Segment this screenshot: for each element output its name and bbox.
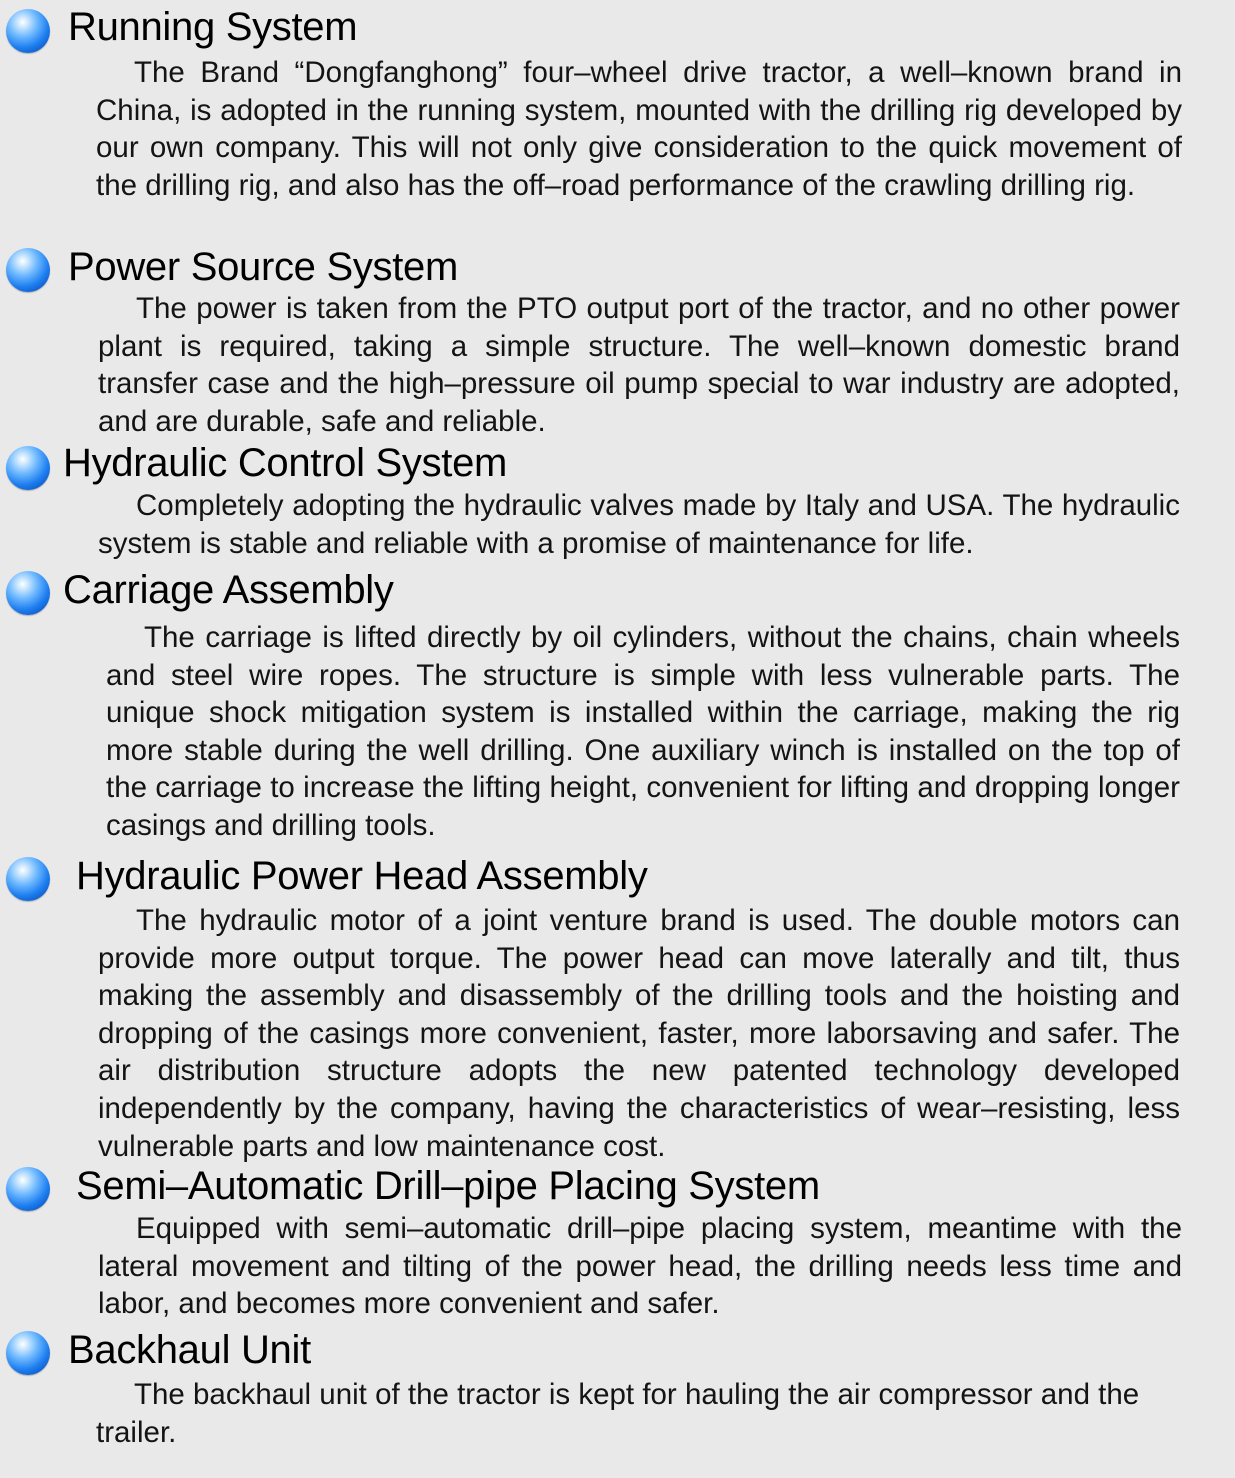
section-body: The power is taken from the PTO output port of the tractor, and no other power plant is required, taking a simple structure. The well–known domestic brand transfer case and the high–pressure oil pump special to war industry are adopted, and are durable, safe and reliable.	[98, 292, 1180, 438]
section-title: Power Source System	[68, 245, 459, 289]
blue-sphere-bullet-icon	[6, 446, 50, 490]
section-title: Semi–Automatic Drill–pipe Placing System	[76, 1164, 820, 1208]
section-body: Completely adopting the hydraulic valves made by Italy and USA. The hydraulic system is stable and reliable with a promise of maintenance for life.	[98, 489, 1180, 560]
blue-sphere-bullet-icon	[6, 248, 50, 292]
blue-sphere-bullet-icon	[6, 571, 50, 615]
blue-sphere-bullet-icon	[6, 9, 50, 53]
section-title: Carriage Assembly	[63, 568, 394, 612]
section-title: Hydraulic Power Head Assembly	[76, 854, 648, 898]
section-title: Backhaul Unit	[68, 1328, 311, 1372]
section-body: The hydraulic motor of a joint venture brand is used. The double motors can provide more output torque. The power head can move laterally and tilt, thus making the assembly and disassembly of the drilling tools and the hoisting and dropping of the casings more convenient, faster, more laborsaving and safer. The air distribution structure adopts the new patented technology developed independently by the company, having the characteristics of wear–resisting, less vulnerable parts and low maintenance cost.	[98, 904, 1180, 1163]
section-title: Running System	[68, 5, 358, 49]
blue-sphere-bullet-icon	[6, 857, 50, 901]
section-body: Equipped with semi–automatic drill–pipe placing system, meantime with the lateral movement and tilting of the power head, the drilling needs less time and labor, and becomes more convenient and safer.	[98, 1212, 1182, 1321]
section-body: The Brand “Dongfanghong” four–wheel drive tractor, a well–known brand in China, is adopted in the running system, mounted with the drilling rig developed by our own company. This will not only give consideration to the quick movement of the drilling rig, and also has the off–road performance of the crawling drilling rig.	[96, 56, 1182, 202]
section-body: The backhaul unit of the tractor is kept for hauling the air compressor and the trailer.	[96, 1378, 1140, 1449]
section-title: Hydraulic Control System	[63, 441, 508, 485]
section-body: The carriage is lifted directly by oil cylinders, without the chains, chain wheels and steel wire ropes. The structure is simple with less vulnerable parts. The unique shock mitigation system is installed within the carriage, making the rig more stable during the well drilling. One auxiliary winch is installed on the top of the carriage to increase the lifting height, convenient for lifting and dropping longer casings and drilling tools.	[106, 621, 1180, 842]
blue-sphere-bullet-icon	[6, 1167, 50, 1211]
blue-sphere-bullet-icon	[6, 1331, 50, 1375]
